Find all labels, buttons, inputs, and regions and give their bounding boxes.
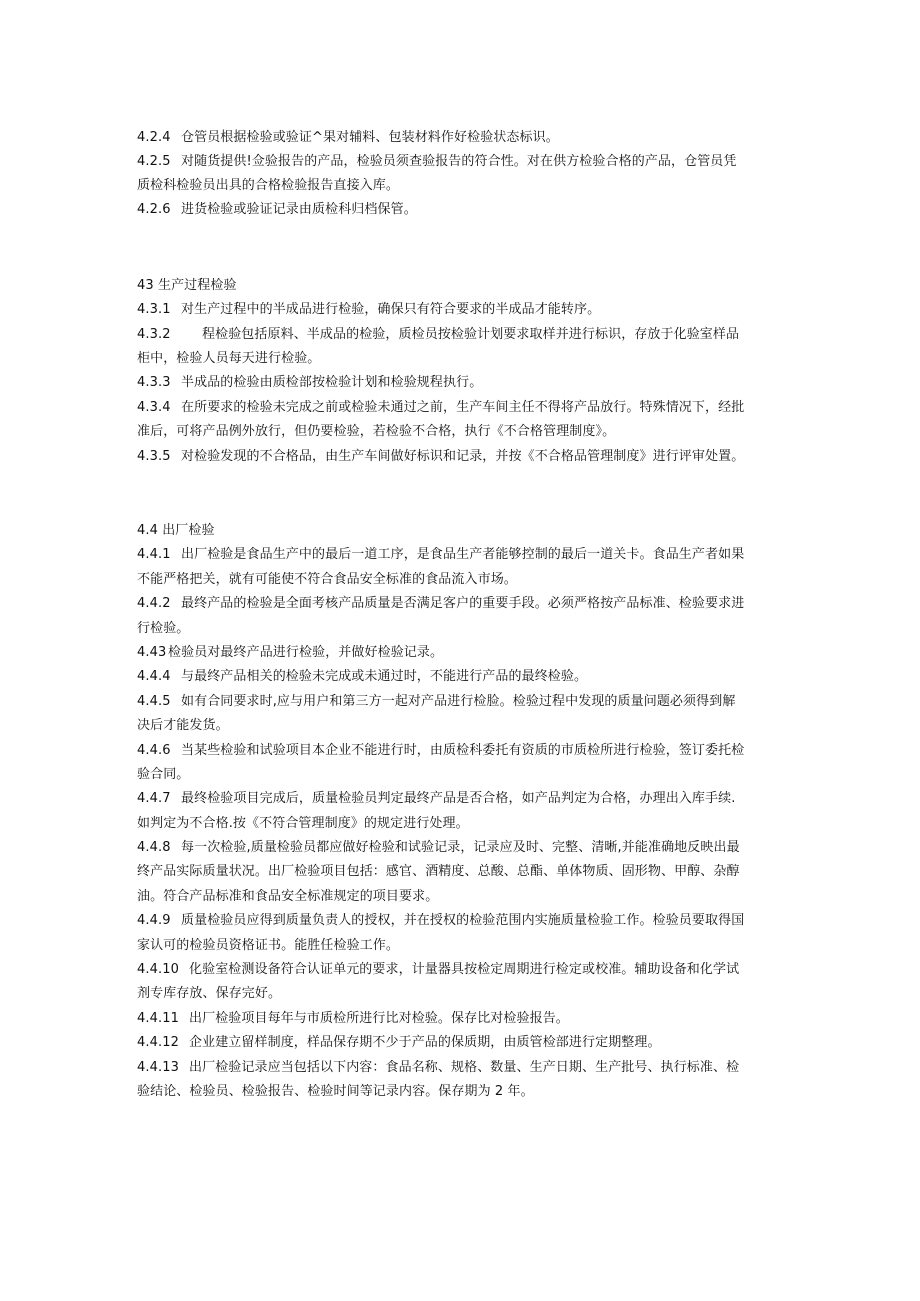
clause-number: 4.4.9 bbox=[137, 913, 171, 928]
section-heading-4-3: 43 生产过程检验 bbox=[137, 278, 237, 293]
clause-number: 4.4.4 bbox=[137, 669, 171, 684]
clause-continuation: 不能严格把关，就有可能使不符合食品安全标准的食品流入市场。 bbox=[137, 572, 517, 587]
clause-text: 每一次检验,质量检验员都应做好检验和试验记录，记录应及时、完整、清晰,并能准确地反映出最 bbox=[181, 840, 740, 855]
clause-number: 4.4.7 bbox=[137, 791, 171, 806]
clause-4-4-2 bbox=[137, 595, 787, 613]
clause-4-2-5 bbox=[137, 153, 787, 171]
clause-text: 半成品的检验由质检部按检验计划和检验规程执行。 bbox=[181, 375, 483, 390]
clause-number: 4.3.5 bbox=[137, 449, 171, 464]
clause-continuation: 决后才能发货。 bbox=[137, 718, 229, 733]
clause-number: 4.2.5 bbox=[137, 154, 171, 169]
clause-4-3-3 bbox=[137, 374, 787, 392]
clause-number: 4.4.10 bbox=[137, 962, 179, 977]
clause-4-4-11 bbox=[137, 1010, 787, 1028]
clause-number: 4.4.11 bbox=[137, 1011, 179, 1026]
clause-number: 4.4.13 bbox=[137, 1060, 179, 1075]
clause-4-4-5 bbox=[137, 693, 787, 711]
clause-text: 出厂检验是食品生产中的最后一道工序，是食品生产者能够控制的最后一道关卡。食品生产者如果 bbox=[181, 547, 745, 562]
clause-4-4-10 bbox=[137, 961, 787, 979]
clause-4-4-9 bbox=[137, 912, 787, 930]
clause-4-2-6 bbox=[137, 201, 787, 219]
clause-number: 4.3.2 bbox=[137, 327, 171, 342]
clause-4-4-1 bbox=[137, 546, 787, 564]
clause-4-3-4 bbox=[137, 399, 787, 417]
clause-text: 检验员对最终产品进行检验，并做好检验记录。 bbox=[168, 645, 444, 660]
clause-number: 4.3.4 bbox=[137, 400, 171, 415]
clause-number: 4.2.4 bbox=[137, 130, 171, 145]
clause-continuation: 验结论、检验员、检验报告、检验时间等记录内容。保存期为 2 年。 bbox=[137, 1084, 534, 1099]
clause-text: 对生产过程中的半成品进行检验，确保只有符合要求的半成品才能转序。 bbox=[181, 302, 601, 317]
clause-number: 4.3.1 bbox=[137, 302, 171, 317]
clause-text: 化验室检测设备符合认证单元的要求，计量器具按检定周期进行检定或校准。辅助设备和化学试 bbox=[189, 962, 740, 977]
clause-4-4-13 bbox=[137, 1059, 787, 1077]
clause-4-4-3 bbox=[137, 644, 787, 662]
clause-text: 出厂检验项目每年与市质检所进行比对检验。保存比对检验报告。 bbox=[189, 1011, 569, 1026]
clause-continuation: 质检科检验员出具的合格检验报告直接入库。 bbox=[137, 178, 400, 193]
clause-text: 在所要求的检验未完成之前或检验未通过之前，生产车间主任不得将产品放行。特殊情况下，经批 bbox=[181, 400, 745, 415]
clause-4-4-4 bbox=[137, 668, 787, 686]
clause-number: 4.3.3 bbox=[137, 375, 171, 390]
clause-text: 与最终产品相关的检验未完成或未通过时，不能进行产品的最终检验。 bbox=[181, 669, 588, 684]
clause-4-3-2 bbox=[137, 326, 787, 344]
clause-4-4-8 bbox=[137, 839, 787, 857]
clause-number: 4.2.6 bbox=[137, 202, 171, 217]
clause-continuation: 行检验。 bbox=[137, 621, 190, 636]
clause-continuation: 家认可的检验员资格证书。能胜任检验工作。 bbox=[137, 938, 400, 953]
clause-continuation: 油。符合产品标准和食品安全标准规定的项目要求。 bbox=[137, 889, 439, 904]
clause-continuation: 终产品实际质量状况。出厂检验项目包括：感官、酒精度、总酸、总酯、单体物质、固形物、甲醇、杂醇 bbox=[137, 864, 740, 879]
clause-4-3-1 bbox=[137, 301, 787, 319]
clause-4-4-6 bbox=[137, 742, 787, 760]
clause-number: 4.4.8 bbox=[137, 840, 171, 855]
clause-number: 4.4.5 bbox=[137, 694, 171, 709]
clause-number: 4.43 bbox=[137, 645, 167, 660]
clause-text: 程检验包括原料、半成品的检验，质检员按检验计划要求取样并进行标识，存放于化验室样品 bbox=[202, 327, 740, 342]
clause-text: 如有合同要求时,应与用户和第三方一起对产品进行检脸。检验过程中发现的质量问题必须得到解 bbox=[181, 694, 736, 709]
clause-4-2-4 bbox=[137, 129, 787, 147]
clause-continuation: 准后，可将产品例外放行，但仍要检验，若检验不合格，执行《不合格管理制度》。 bbox=[137, 424, 616, 439]
clause-text: 企业建立留样制度，样品保存期不少于产品的保质期，由质管检部进行定期整理。 bbox=[189, 1035, 661, 1050]
clause-text: 对随货提供!佥验报告的产品，检验员须查验报告的符合性。对在供方检验合格的产品，仓管员凭 bbox=[181, 154, 737, 169]
clause-text: 对检验发现的不合格品，由生产车间做好标识和记录，并按《不合格品管理制度》进行评审处置。 bbox=[181, 449, 745, 464]
clause-text: 仓管员根据检验或验证^果对辅料、包装材料作好检验状态标识。 bbox=[181, 130, 559, 145]
section-heading-4-4: 4.4 出厂检验 bbox=[137, 523, 215, 538]
clause-number: 4.4.12 bbox=[137, 1035, 179, 1050]
clause-number: 4.4.1 bbox=[137, 547, 171, 562]
clause-text: 当某些检验和试验项目本企业不能进行时，由质检科委托有资质的市质检所进行检验，签订委托检 bbox=[181, 743, 745, 758]
clause-continuation: 如判定为不合格.按《不符合管理制度》的规定进行处理。 bbox=[137, 816, 469, 831]
clause-4-4-12 bbox=[137, 1034, 787, 1052]
clause-text: 出厂检验记录应当包括以下内容：食品名称、规格、数量、生产日期、生产批号、执行标准、检 bbox=[189, 1060, 740, 1075]
clause-number: 4.4.2 bbox=[137, 596, 171, 611]
clause-continuation: 验合同。 bbox=[137, 767, 190, 782]
clause-text: 最终检验项目完成后，质量检验员判定最终产品是否合格，如产品判定为合格，办理出入库手续. bbox=[181, 791, 736, 806]
clause-text: 最终产品的检验是全面考核产品质量是否满足客户的重要手段。必须严格按产品标准、检验要求进 bbox=[181, 596, 745, 611]
clause-continuation: 剂专库存放、保存完好。 bbox=[137, 986, 282, 1001]
clause-4-4-7 bbox=[137, 790, 787, 808]
clause-text: 质量检验员应得到质量负责人的授权，并在授权的检验范围内实施质量检验工作。检验员要取得国 bbox=[181, 913, 745, 928]
clause-4-3-5 bbox=[137, 448, 787, 466]
clause-number: 4.4.6 bbox=[137, 743, 171, 758]
clause-continuation: 柜中，检验人员每天进行检验。 bbox=[137, 351, 321, 366]
clause-text: 进货检验或验证记录由质检科归档保管。 bbox=[181, 202, 417, 217]
